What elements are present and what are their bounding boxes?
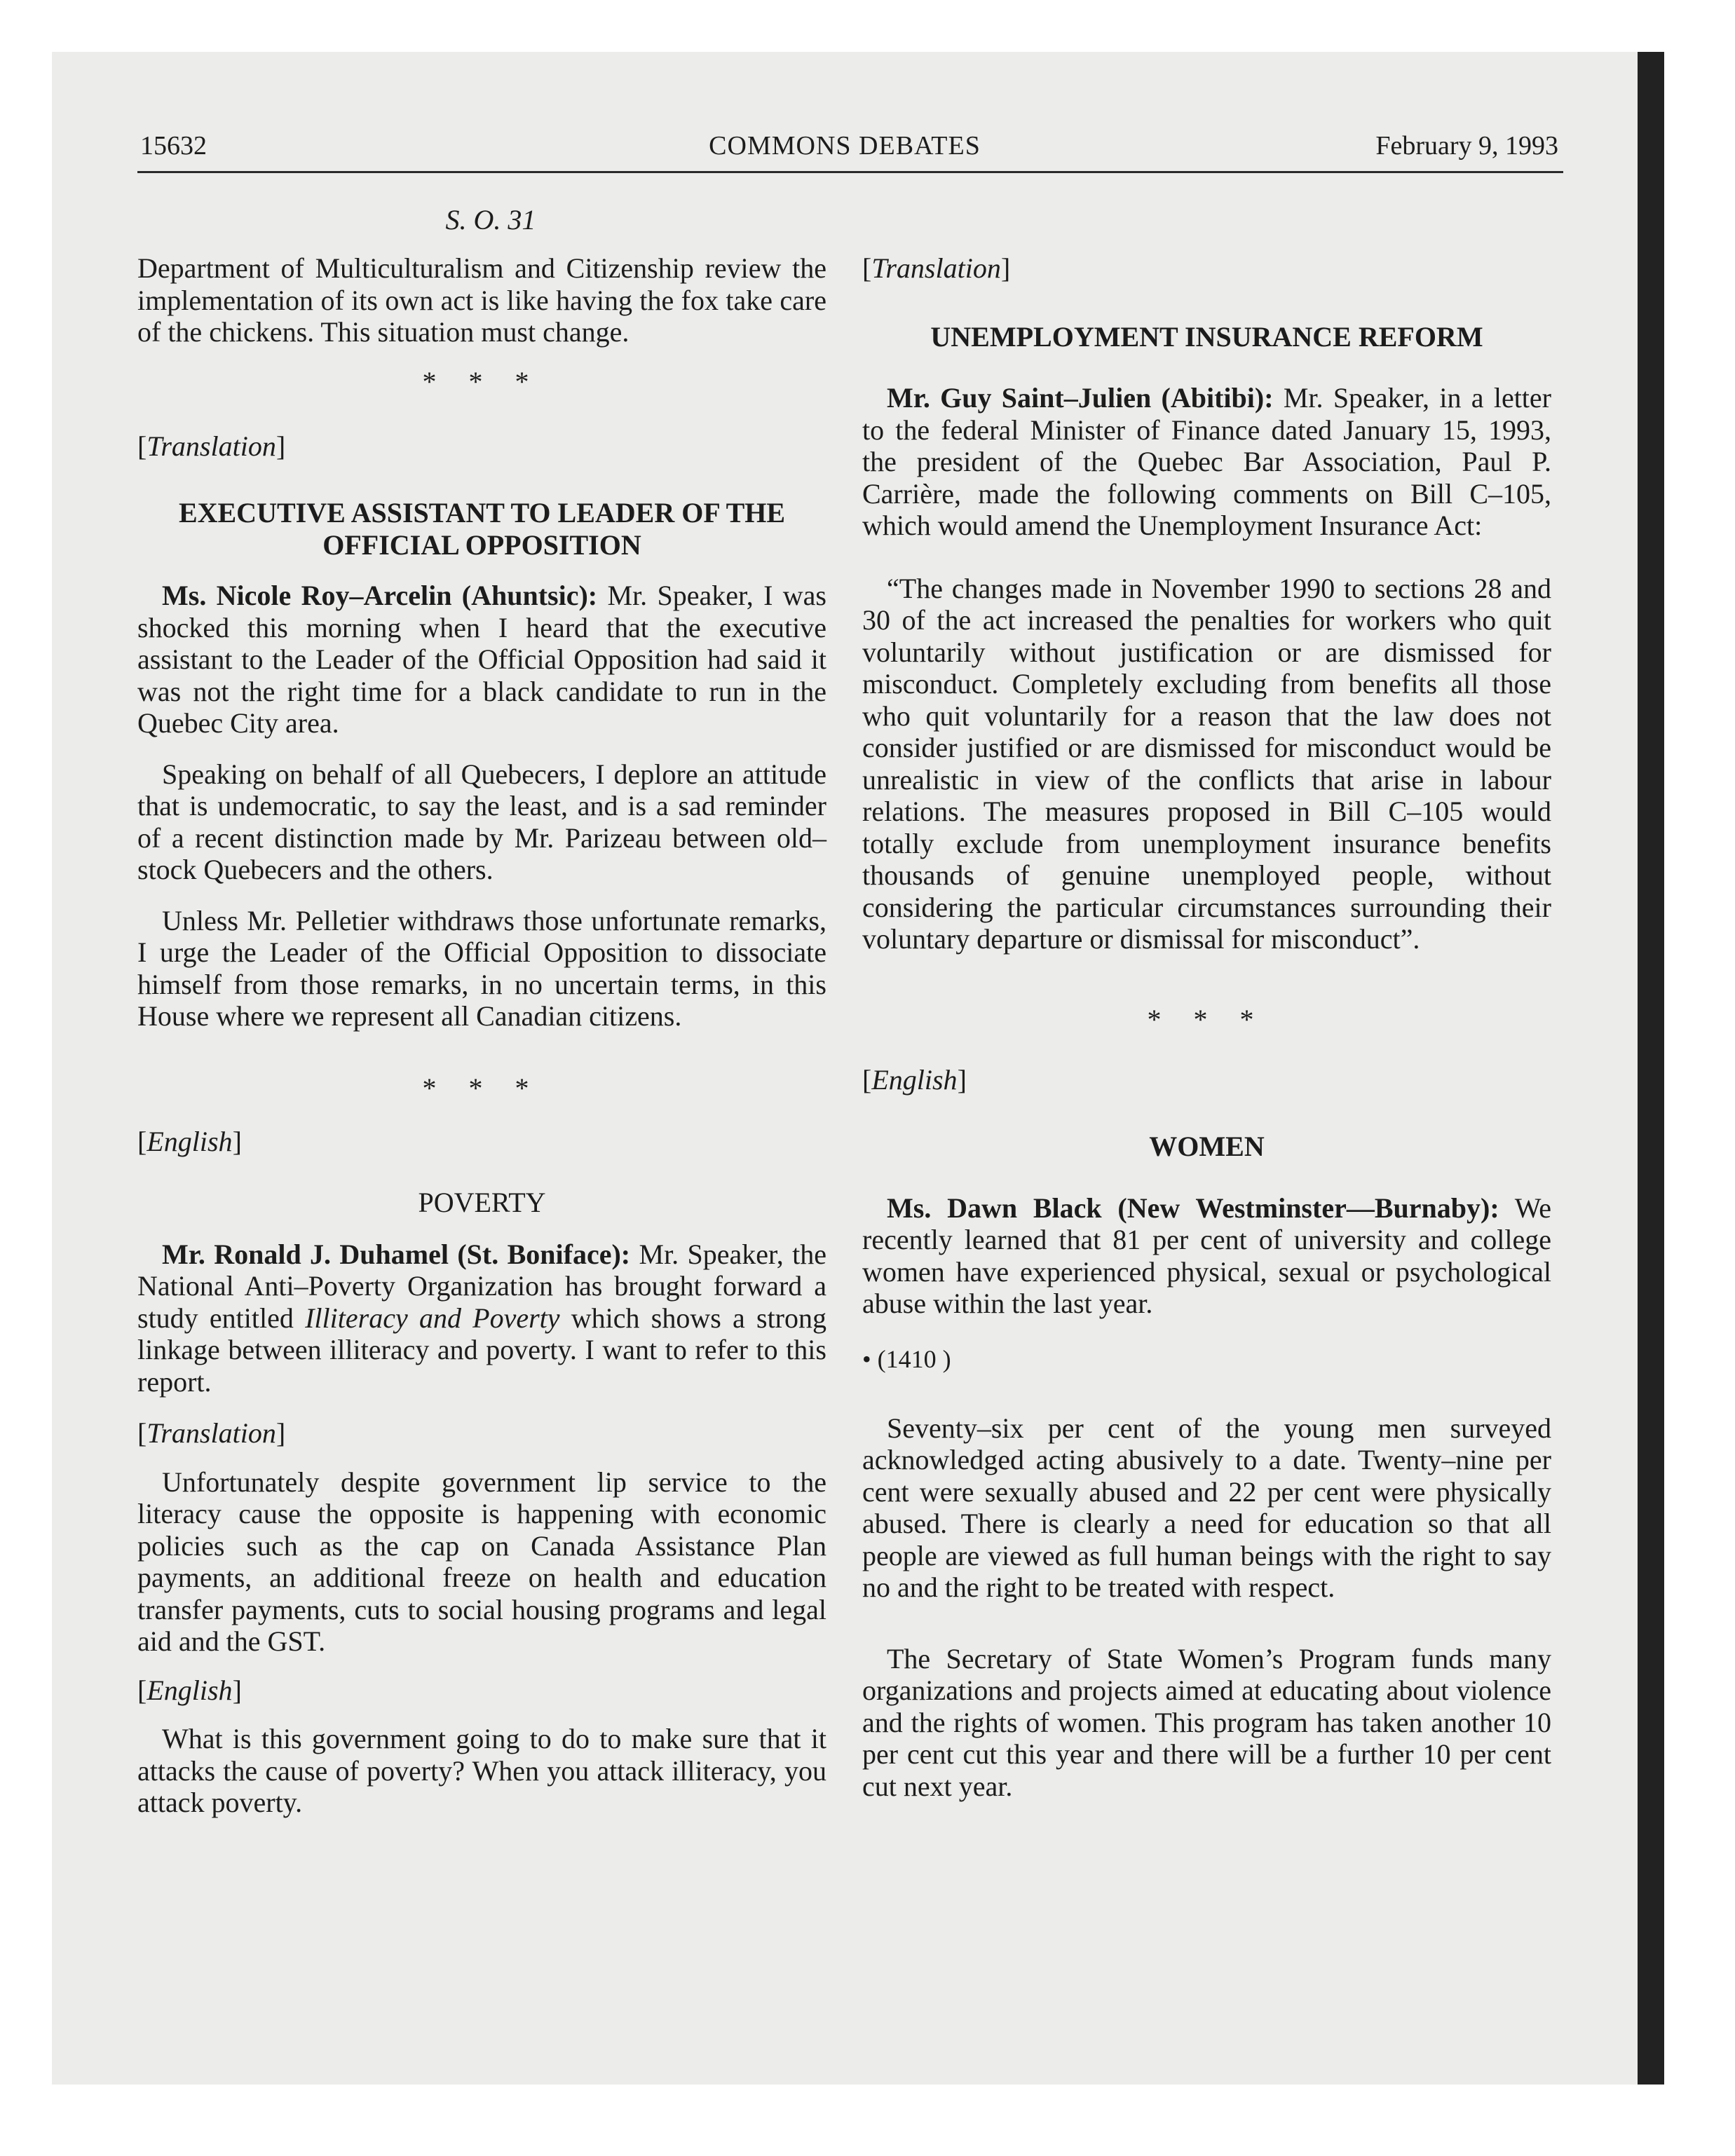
section-separator: * * *: [422, 365, 542, 397]
language-label: [English]: [862, 1063, 967, 1096]
section-separator: * * *: [422, 1072, 542, 1104]
section-heading: WOMEN: [1149, 1131, 1265, 1162]
time-marker: • (1410 ): [862, 1344, 951, 1373]
speech-paragraph: The Secretary of State Women’s Program funds many organizations and projects aimed at educating about violence and the rights of women. This program has taken another 10 per cent cut this year and there will be a further 10 per cent cut next year.: [862, 1642, 1551, 1802]
language-label: [English]: [137, 1125, 242, 1157]
intro-paragraph: Department of Multiculturalism and Citizenship review the implementation of its own act is like having the fox take care of the chickens. This situation must change.: [137, 252, 826, 348]
right-column: [862, 252, 1551, 1802]
section-marker: S. O. 31: [445, 204, 536, 236]
left-column: [137, 252, 826, 1819]
speech-paragraph: Mr. Ronald J. Duhamel (St. Boniface): Mr. Speaker, the National Anti–Poverty Organization has brought forward a study entitled Illiteracy and Poverty which shows a strong linkage between illiteracy and poverty. I want to refer to this report.: [137, 1238, 827, 1398]
header-rule: [137, 171, 1563, 173]
publication-title: COMMONS DEBATES: [709, 131, 981, 161]
page-number: 15632: [140, 131, 207, 161]
language-label: [English]: [137, 1674, 242, 1706]
speech-paragraph: Mr. Guy Saint–Julien (Abitibi): Mr. Speaker, in a letter to the federal Minister of Finance dated January 15, 1993, the president of the Quebec Bar Association, Paul P. Carrière, made the following comments on Bill C–105, which would amend the Unemployment Insurance Act:: [862, 382, 1551, 541]
speaker-name: Mr. Ronald J. Duhamel (St. Boniface):: [162, 1238, 631, 1270]
speech-paragraph: Ms. Nicole Roy–Arcelin (Ahuntsic): Mr. Speaker, I was shocked this morning when I heard that the executive assistant to the Leader of the Official Opposition had said it was not the right time for a black candidate to run in the Quebec City area.: [137, 580, 826, 739]
language-label: [Translation]: [137, 1417, 286, 1449]
speaker-name: Ms. Dawn Black (New Westminster—Burnaby):: [887, 1192, 1499, 1224]
speech-paragraph: Seventy–six per cent of the young men surveyed acknowledged acting abusively to a date. Twenty–nine per cent were sexually abused and 22 per cent were physically abused. There is clearly a need for education so that all people are viewed as full human beings with the right to say no and the right to be treated with respect.: [862, 1412, 1551, 1603]
language-label: [Translation]: [137, 430, 286, 462]
quoted-passage: “The changes made in November 1990 to sections 28 and 30 of the act increased the penalties for workers who quit voluntarily without justification or are dismissed for misconduct. Completely excluding from benefits all those who quit voluntarily for a reason that the law does not consider justified or are dismissed for misconduct would be unrealistic in view of the conflicts that arise in labour relations. The measures proposed in Bill C–105 would totally exclude from unemployment insurance benefits thousands of genuine unemployed people, without considering the particular circumstances surrounding their voluntary departure or dismissal for misconduct”.: [862, 572, 1551, 955]
study-title: Illiteracy and Poverty: [305, 1302, 560, 1334]
speech-paragraph: Speaking on behalf of all Quebecers, I deplore an attitude that is undemocratic, to say the least, and is a sad reminder of a recent distinction made by Mr. Parizeau between old–stock Quebecers and the others.: [137, 758, 826, 885]
speaker-name: Mr. Guy Saint–Julien (Abitibi):: [887, 382, 1274, 414]
section-separator: * * *: [1147, 1003, 1267, 1035]
section-heading: EXECUTIVE ASSISTANT TO LEADER OF THE OFFICIAL OPPOSITION: [178, 497, 786, 561]
section-heading: UNEMPLOYMENT INSURANCE REFORM: [930, 320, 1483, 353]
speaker-name: Ms. Nicole Roy–Arcelin (Ahuntsic):: [162, 580, 598, 611]
speech-paragraph: Unfortunately despite government lip service to the literacy cause the opposite is happening with economic policies such as the cap on Canada Assistance Plan payments, an additional freeze on health and education transfer payments, cuts to social housing programs and legal aid and the GST.: [137, 1466, 826, 1657]
section-heading: POVERTY: [418, 1187, 546, 1218]
speech-paragraph: Unless Mr. Pelletier withdraws those unfortunate remarks, I urge the Leader of the Official Opposition to dissociate himself from those remarks, in no uncertain terms, in this House where we represent all Canadian citizens.: [137, 904, 826, 1032]
speech-paragraph: Ms. Dawn Black (New Westminster—Burnaby): We recently learned that 81 per cent of university and college women have experienced physical, sexual or psychological abuse within the last year.: [862, 1192, 1551, 1319]
page-binding-edge: [1638, 52, 1664, 2085]
language-label: [Translation]: [862, 252, 1011, 284]
page-date: February 9, 1993: [1375, 131, 1558, 161]
speech-paragraph: What is this government going to do to make sure that it attacks the cause of poverty? When you attack illiteracy, you attack poverty.: [137, 1723, 826, 1818]
